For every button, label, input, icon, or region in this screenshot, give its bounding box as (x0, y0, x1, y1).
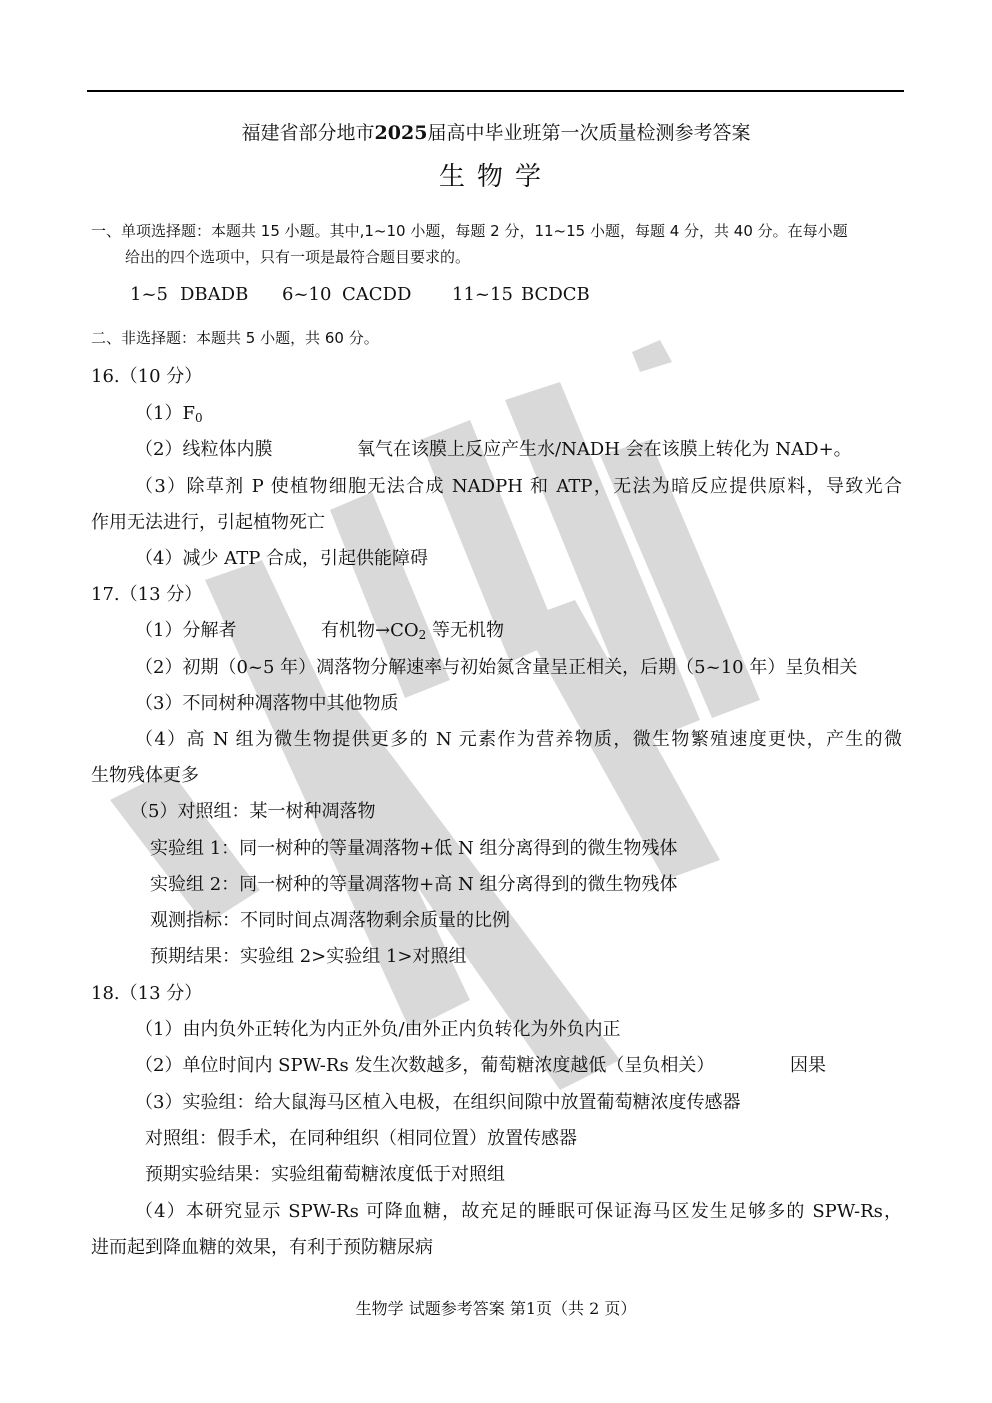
q17-answer-4: （4）高 N 组为微生物提供更多的 N 元素作为营养物质，微生物繁殖速度更快，产生的微 (135, 729, 902, 750)
q17-answer-5-indicator: 观测指标：不同时间点凋落物剩余质量的比例 (150, 910, 510, 931)
mc-range-1: 1~5 (130, 284, 168, 305)
subject-title: 生物学 (438, 162, 553, 192)
q17-answer-3: （3）不同树种凋落物中其他物质 (135, 693, 399, 714)
page-title: 福建省部分地市2025届高中毕业班第一次质量检测参考答案 (241, 122, 751, 144)
q17-answer-5-exp2: 实验组 2：同一树种的等量凋落物+高 N 组分离得到的微生物残体 (150, 874, 678, 895)
q18-answer-4: （4）本研究显示 SPW-Rs 可降血糖，故充足的睡眠可保证海马区发生足够多的 SPW-Rs， (135, 1201, 902, 1222)
q17-answer-5-control: （5）对照组：某一树种凋落物 (130, 801, 376, 822)
q16-answer-2-right: 氧气在该膜上反应产生水/NADH 会在该膜上转化为 NAD+。 (357, 439, 852, 460)
q17-answer-5-exp1: 实验组 1：同一树种的等量凋落物+低 N 组分离得到的微生物残体 (150, 838, 678, 859)
section2-heading: 二、非选择题：本题共 5 小题，共 60 分。 (91, 329, 379, 347)
mc-answer-3: BCDCB (521, 284, 590, 305)
q16-answer-4: （4）减少 ATP 合成，引起供能障碍 (135, 548, 429, 569)
section1-heading-cont: 给出的四个选项中，只有一项是最符合题目要求的。 (125, 248, 471, 266)
q17-answer-4-cont: 生物残体更多 (91, 765, 199, 786)
q16-answer-1: $(1)F_0$ (135, 403, 203, 425)
q18-title: 18.（13 分） (91, 983, 203, 1004)
q18-answer-2-right: 因果 (790, 1055, 826, 1076)
section1-heading: 一、单项选择题：本题共 15 小题。其中,1~10 小题，每题 2 分，11~15 小题，每题 4 分，共 40 分。在每小题 (91, 222, 848, 240)
mc-range-2: 6~10 (282, 284, 332, 305)
q16-answer-3: （3）除草剂 P 使植物细胞无法合成 NADPH 和 ATP，无法为暗反应提供原料，导致光合 (135, 476, 902, 497)
q18-answer-4-cont: 进而起到降血糖的效果，有利于预防糖尿病 (91, 1237, 433, 1258)
q16-answer-3-cont: 作用无法进行，引起植物死亡 (91, 512, 325, 533)
q17-answer-1-right: 有机物$\to CO_2$ 等无机物 (321, 620, 504, 642)
mc-answer-1: DBADB (180, 284, 249, 305)
page-footer: 生物学 试题参考答案 第1页（共 2 页） (355, 1299, 637, 1318)
mc-answer-2: CACDD (342, 284, 412, 305)
q18-answer-3-expected: 预期实验结果：实验组葡萄糖浓度低于对照组 (145, 1164, 505, 1185)
q17-answer-5-expected: 预期结果：实验组 2>实验组 1>对照组 (150, 946, 467, 967)
q17-title: 17.（13 分） (91, 584, 203, 605)
mc-range-3: 11~15 (452, 284, 513, 305)
top-rule (87, 90, 904, 92)
q18-answer-1: （1）由内负外正转化为内正外负/由外正内负转化为外负内正 (135, 1019, 621, 1040)
q18-answer-3-exp: （3）实验组：给大鼠海马区植入电极，在组织间隙中放置葡萄糖浓度传感器 (135, 1092, 741, 1113)
q17-answer-2: （2）初期（0~5 年）凋落物分解速率与初始氮含量呈正相关，后期（5~10 年）呈负相关 (135, 657, 858, 678)
q17-answer-1-left: （1）分解者 (135, 620, 237, 641)
q16-title: 16.（10 分） (91, 366, 203, 387)
q18-answer-3-control: 对照组：假手术，在同种组织（相同位置）放置传感器 (145, 1128, 577, 1149)
q16-answer-2-left: （2）线粒体内膜 (135, 439, 273, 460)
q18-answer-2-left: （2）单位时间内 SPW-Rs 发生次数越多，葡萄糖浓度越低（呈负相关） (135, 1055, 715, 1076)
